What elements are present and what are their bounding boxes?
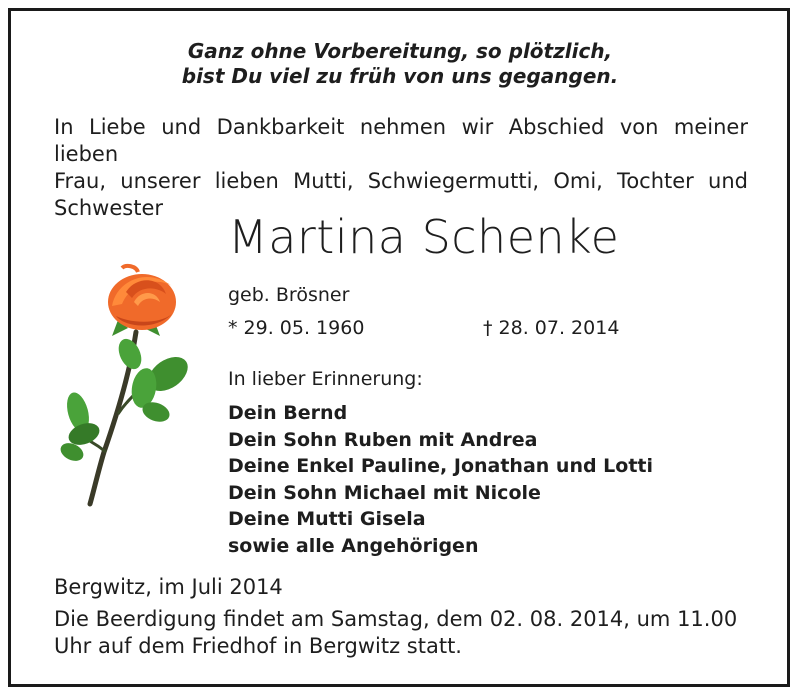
mourner-line: Dein Sohn Ruben mit Andrea xyxy=(228,428,538,451)
mourner-line: Deine Mutti Gisela xyxy=(228,508,426,530)
intro-text xyxy=(54,114,748,222)
motto-line-1: Ganz ohne Vorbereitung, so plötzlich, xyxy=(187,39,613,63)
funeral-line-1: Die Beerdigung findet am Samstag, dem 02. 08. 2014, um 11.00 xyxy=(54,607,738,631)
mourner-line: Deine Enkel Pauline, Jonathan und Lotti xyxy=(228,455,654,477)
funeral-line-2: Uhr auf dem Friedhof in Bergwitz statt. xyxy=(54,634,462,658)
maiden-name: geb. Brösner xyxy=(228,284,350,306)
memory-heading: In lieber Erinnerung: xyxy=(228,368,423,390)
death-date: † 28. 07. 2014 xyxy=(483,317,620,339)
birth-date: * 29. 05. 1960 xyxy=(228,317,365,339)
rose-icon xyxy=(56,262,196,512)
motto-line-2: bist Du viel zu früh von uns gegangen. xyxy=(181,64,619,88)
mourner-line: sowie alle Angehörigen xyxy=(228,534,479,557)
intro-line-2: Frau, unserer lieben Mutti, Schwiegermutti, Omi, Tochter und xyxy=(54,169,748,193)
place-date: Bergwitz, im Juli 2014 xyxy=(54,575,283,599)
mourner-line: Dein Sohn Michael mit Nicole xyxy=(228,481,541,504)
deceased-name: Martina Schenke xyxy=(228,210,620,264)
mourners-list xyxy=(228,400,653,559)
intro-line-1: In Liebe und Dankbarkeit nehmen wir Abschied von meiner lieben xyxy=(54,115,748,166)
mourner-line: Dein Bernd xyxy=(228,402,348,424)
intro-line-3: Schwester xyxy=(54,196,164,220)
